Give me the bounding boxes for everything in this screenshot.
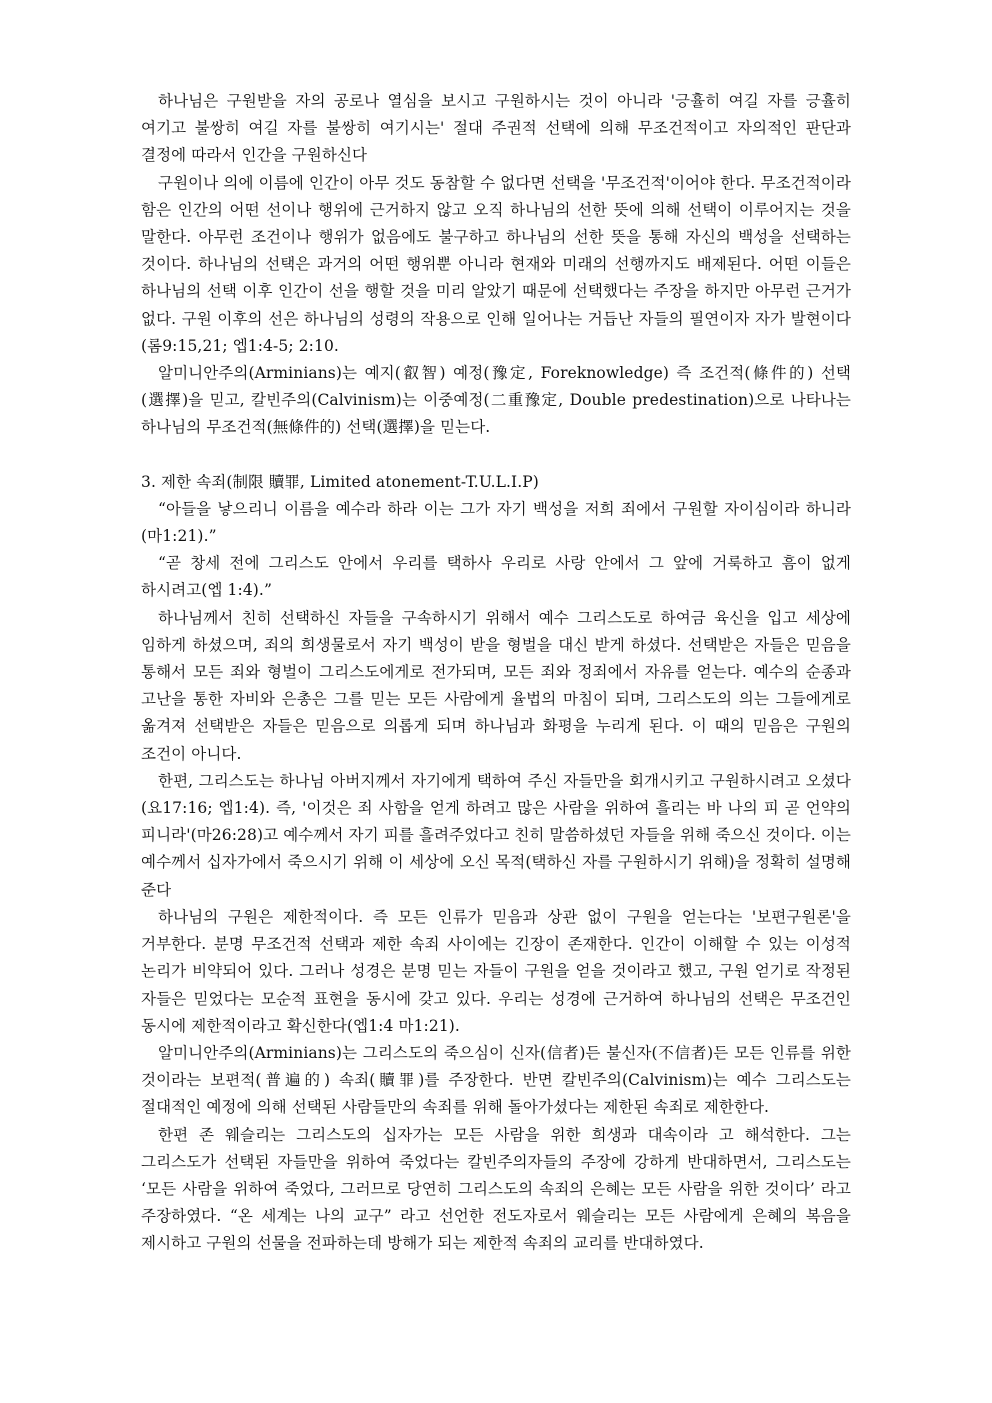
section-heading-limited-atonement: 3. 제한 속죄(制限 贖罪, Limited atonement-T.U.L.I.P)	[141, 472, 539, 491]
paragraph-unconditional: 구원이나 의에 이름에 인간이 아무 것도 동참할 수 없다면 선택을 '무조건적'이어야 한다. 무조건적이라 함은 인간의 어떤 선이나 행위에 근거하지 않고 오직 하나님의 선한 뜻에 의해 선택이 이루어지는 것을 말한다. 아무런 조건이나 행위가 없음에도 불구하고 하나님의 선한 뜻을 통해 자신의 백성을 선택하는 것이다. 하나님의 선택은 과거의 어떤 행위뿐 아니라 현재와 미래의 선행까지도 배제된다. 어떤 이들은 하나님의 선택 이후 인간이 선을 행할 것을 미리 알았기 때문에 선택했다는 주장을 하지만 아무런 근거가 없다. 구원 이후의 선은 하나님의 성령의 작용으로 인해 일어나는 거듭난 자들의 필연이자 자가 발현이다(롬9:15,21; 엡1:4-5; 2:10.	[141, 173, 851, 355]
paragraph-wesley: 한편 존 웨슬리는 그리스도의 십자가는 모든 사람을 위한 희생과 대속이라 고 해석한다. 그는 그리스도가 선택된 자들만을 위하여 죽었다는 칼빈주의자들의 주장에 강하게 반대하면서, 그리스도는 ‘모든 사람을 위하여 죽었다, 그러므로 당연히 그리스도의 속죄의 은혜는 모든 사람을 위한 것이다’ 라고 주장하였다. “온 세계는 나의 교구” 라고 선언한 전도자로서 웨슬리는 모든 사람에게 은혜의 복음을 제시하고 구원의 선물을 전파하는데 방해가 되는 제한적 속죄의 교리를 반대하였다.	[141, 1125, 851, 1253]
quote-matthew: “아들을 낳으리니 이름을 예수라 하라 이는 그가 자기 백성을 저희 죄에서 구원할 자이심이라 하니라(마1:21).”	[141, 499, 851, 546]
paragraph-universal-atonement: 알미니안주의(Arminians)는 그리스도의 죽으심이 신자(信者)든 불신자(不信者)든 모든 인류를 위한 것이라는 보편적(普遍的) 속죄(贖罪)를 주장한다. 반면 칼빈주의(Calvinism)는 예수 그리스도는 절대적인 예정에 의해 선택된 사람들만의 속죄를 위해 돌아가셨다는 제한된 속죄로 제한한다.	[141, 1043, 851, 1117]
paragraph-redemption: 하나님께서 친히 선택하신 자들을 구속하시기 위해서 예수 그리스도로 하여금 육신을 입고 세상에 임하게 하셨으며, 죄의 희생물로서 자기 백성이 받을 형벌을 대신 받게 하셨다. 선택받은 자들은 믿음을 통해서 모든 죄와 형벌이 그리스도에게로 전가되며, 모든 죄와 정죄에서 자유를 얻는다. 예수의 순종과 고난을 통한 자비와 은총은 그를 믿는 모든 사람에게 율법의 마침이 되며, 그리스도의 의는 그들에게로 옮겨져 선택받은 자들은 믿음으로 의롭게 되며 하나님과 화평을 누리게 된다. 이 때의 믿음은 구원의 조건이 아니다.	[141, 608, 851, 763]
paragraph-christ-came: 한편, 그리스도는 하나님 아버지께서 자기에게 택하여 주신 자들만을 회개시키고 구원하시려고 오셨다(요17:16; 엡1:4). 즉, '이것은 죄 사함을 얻게 하려고 많은 사람을 위하여 흘리는 바 나의 피 곧 언약의 피니라'(마26:28)고 예수께서 자기 피를 흘려주었다고 친히 말씀하셨던 자들을 위해 죽으신 것이다. 이는 예수께서 십자가에서 죽으시기 위해 이 세상에 오신 목적(택하신 자를 구원하시기 위해)을 정확히 설명해 준다	[141, 771, 851, 899]
paragraph-arminian-calvinist: 알미니안주의(Arminians)는 예지(叡智) 예정(豫定, Foreknowledge) 즉 조건적(條件的) 선택(選擇)을 믿고, 칼빈주의(Calvinism)는 이중예정(二重豫定, Double predestination)으로 나타나는 하나님의 무조건적(無條件的) 선택(選擇)을 믿는다.	[141, 364, 851, 437]
paragraph-limited-salvation: 하나님의 구원은 제한적이다. 즉 모든 인류가 믿음과 상관 없이 구원을 얻는다는 '보편구원론'을 거부한다. 분명 무조건적 선택과 제한 속죄 사이에는 긴장이 존재한다. 인간이 이해할 수 있는 이성적 논리가 비약되어 있다. 그러나 성경은 분명 믿는 자들이 구원을 얻을 것이라고 했고, 구원 얻기로 작정된 자들은 믿었다는 모순적 표현을 동시에 갖고 있다. 우리는 성경에 근거하여 하나님의 선택은 무조건인 동시에 제한적이라고 확신한다(엡1:4 마1:21).	[141, 907, 851, 1035]
document-body	[141, 88, 851, 1258]
quote-ephesians: “곧 창세 전에 그리스도 안에서 우리를 택하사 우리로 사랑 안에서 그 앞에 거룩하고 흠이 없게 하시려고(엡 1:4).”	[141, 554, 851, 600]
paragraph-sovereign-choice: 하나님은 구원받을 자의 공로나 열심을 보시고 구원하시는 것이 아니라 '긍휼히 여길 자를 긍휼히 여기고 불쌍히 여길 자를 불쌍히 여기시는' 절대 주권적 선택에 의해 무조건적이고 자의적인 판단과 결정에 따라서 인간을 구원하신다	[141, 92, 851, 165]
